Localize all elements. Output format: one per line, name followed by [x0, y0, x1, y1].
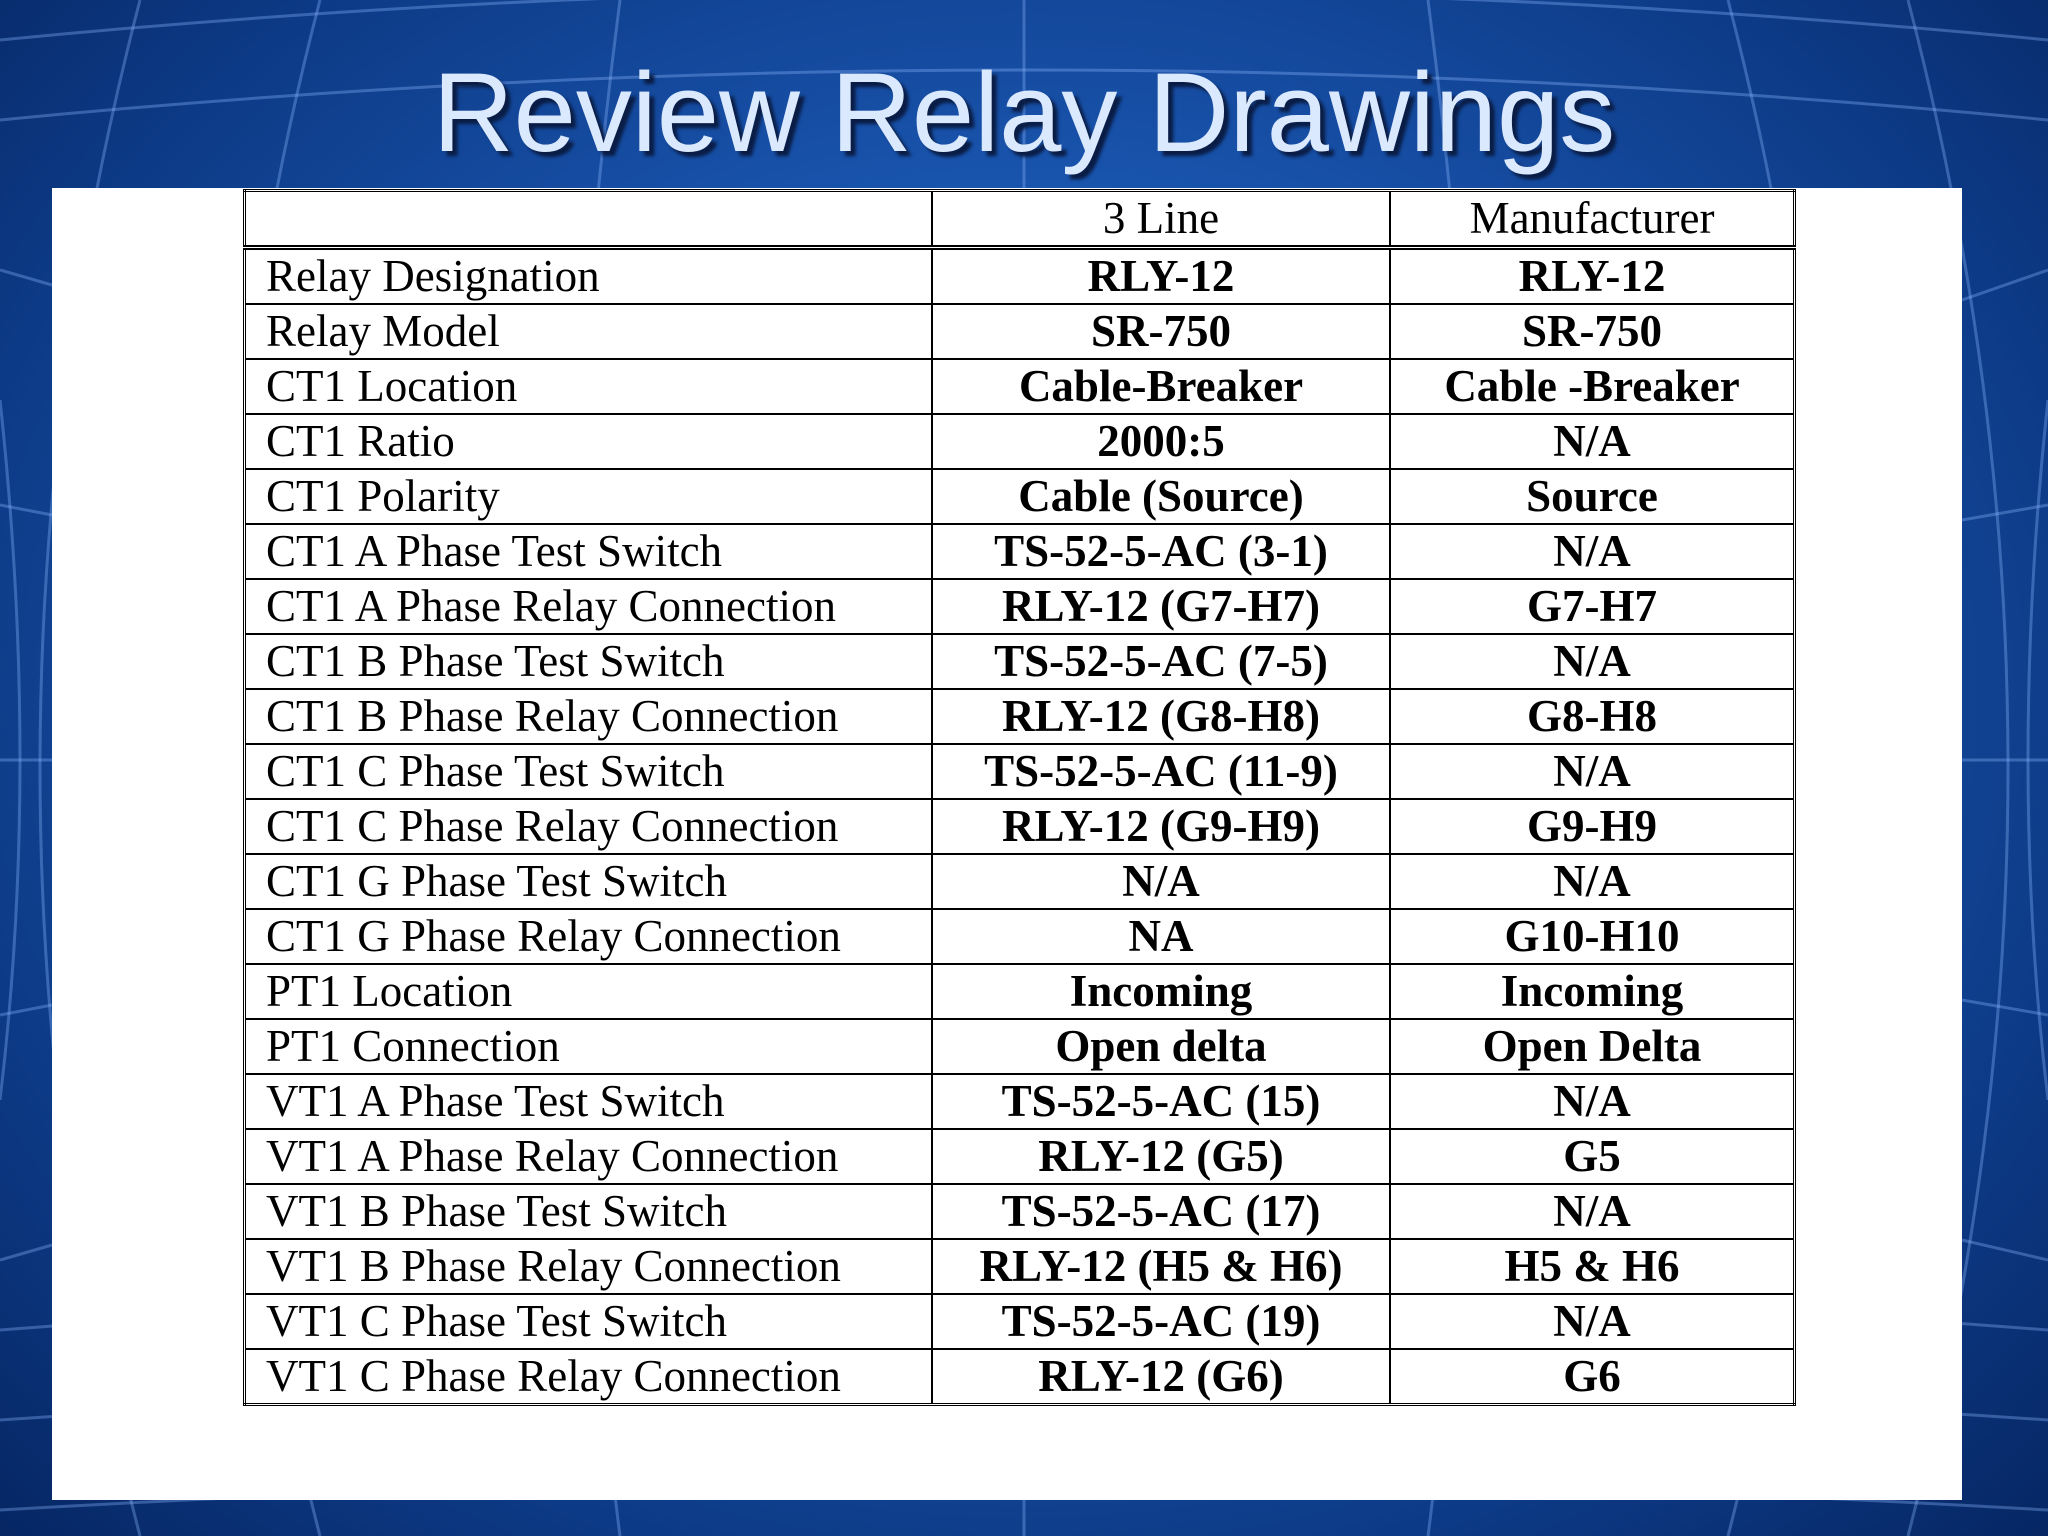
three-line-value-cell: 2000:5 [932, 414, 1390, 469]
row-label-cell: CT1 A Phase Relay Connection [245, 579, 933, 634]
row-label-cell: CT1 B Phase Relay Connection [245, 689, 933, 744]
row-label-cell: PT1 Connection [245, 1019, 933, 1074]
three-line-value-cell: N/A [932, 854, 1390, 909]
row-label-cell: VT1 A Phase Test Switch [245, 1074, 933, 1129]
three-line-value-cell: SR-750 [932, 304, 1390, 359]
row-label-cell: VT1 C Phase Relay Connection [245, 1349, 933, 1405]
row-label-cell: CT1 A Phase Test Switch [245, 524, 933, 579]
manufacturer-value-cell: Source [1390, 469, 1795, 524]
manufacturer-value-cell: G6 [1390, 1349, 1795, 1405]
row-label-cell: CT1 B Phase Test Switch [245, 634, 933, 689]
three-line-value-cell: TS-52-5-AC (15) [932, 1074, 1390, 1129]
three-line-value-cell: RLY-12 [932, 248, 1390, 305]
manufacturer-value-cell: G8-H8 [1390, 689, 1795, 744]
row-label-cell: CT1 G Phase Relay Connection [245, 909, 933, 964]
manufacturer-value-cell: Open Delta [1390, 1019, 1795, 1074]
table-row [245, 359, 1795, 414]
manufacturer-value-cell: SR-750 [1390, 304, 1795, 359]
three-line-value-cell: Incoming [932, 964, 1390, 1019]
table-row [245, 1019, 1795, 1074]
row-label-cell: Relay Designation [245, 248, 933, 305]
header-cell-3-line: 3 Line [932, 191, 1390, 248]
manufacturer-value-cell: RLY-12 [1390, 248, 1795, 305]
header-cell-manufacturer: Manufacturer [1390, 191, 1795, 248]
manufacturer-value-cell: N/A [1390, 414, 1795, 469]
table-row [245, 1294, 1795, 1349]
manufacturer-value-cell: N/A [1390, 1074, 1795, 1129]
header-cell-blank [245, 191, 933, 248]
three-line-value-cell: TS-52-5-AC (17) [932, 1184, 1390, 1239]
table-row [245, 1129, 1795, 1184]
three-line-value-cell: TS-52-5-AC (3-1) [932, 524, 1390, 579]
three-line-value-cell: Open delta [932, 1019, 1390, 1074]
row-label-cell: Relay Model [245, 304, 933, 359]
three-line-value-cell: RLY-12 (G7-H7) [932, 579, 1390, 634]
row-label-cell: CT1 C Phase Relay Connection [245, 799, 933, 854]
table-header-row [245, 191, 1795, 248]
row-label-cell: CT1 Ratio [245, 414, 933, 469]
table-row [245, 524, 1795, 579]
manufacturer-value-cell: Cable -Breaker [1390, 359, 1795, 414]
manufacturer-value-cell: N/A [1390, 1184, 1795, 1239]
table-row [245, 744, 1795, 799]
table-row [245, 579, 1795, 634]
manufacturer-value-cell: Incoming [1390, 964, 1795, 1019]
table-row [245, 689, 1795, 744]
row-label-cell: VT1 A Phase Relay Connection [245, 1129, 933, 1184]
table-row [245, 1184, 1795, 1239]
row-label-cell: VT1 B Phase Relay Connection [245, 1239, 933, 1294]
manufacturer-value-cell: G9-H9 [1390, 799, 1795, 854]
table-row [245, 634, 1795, 689]
table-row [245, 469, 1795, 524]
manufacturer-value-cell: G5 [1390, 1129, 1795, 1184]
content-panel [52, 188, 1962, 1500]
three-line-value-cell: RLY-12 (G8-H8) [932, 689, 1390, 744]
row-label-cell: CT1 G Phase Test Switch [245, 854, 933, 909]
relay-comparison-table [243, 189, 1796, 1406]
row-label-cell: CT1 Location [245, 359, 933, 414]
manufacturer-value-cell: N/A [1390, 634, 1795, 689]
table-row [245, 854, 1795, 909]
manufacturer-value-cell: N/A [1390, 1294, 1795, 1349]
manufacturer-value-cell: G10-H10 [1390, 909, 1795, 964]
table-row [245, 1239, 1795, 1294]
three-line-value-cell: RLY-12 (G6) [932, 1349, 1390, 1405]
table-row [245, 909, 1795, 964]
manufacturer-value-cell: N/A [1390, 744, 1795, 799]
three-line-value-cell: TS-52-5-AC (7-5) [932, 634, 1390, 689]
row-label-cell: PT1 Location [245, 964, 933, 1019]
row-label-cell: CT1 Polarity [245, 469, 933, 524]
manufacturer-value-cell: G7-H7 [1390, 579, 1795, 634]
table-row [245, 414, 1795, 469]
table-row [245, 248, 1795, 305]
table-row [245, 1349, 1795, 1405]
three-line-value-cell: TS-52-5-AC (19) [932, 1294, 1390, 1349]
three-line-value-cell: RLY-12 (G5) [932, 1129, 1390, 1184]
three-line-value-cell: Cable (Source) [932, 469, 1390, 524]
table-row [245, 799, 1795, 854]
row-label-cell: VT1 C Phase Test Switch [245, 1294, 933, 1349]
manufacturer-value-cell: H5 & H6 [1390, 1239, 1795, 1294]
slide-title: Review Relay Drawings [432, 50, 1616, 175]
row-label-cell: CT1 C Phase Test Switch [245, 744, 933, 799]
row-label-cell: VT1 B Phase Test Switch [245, 1184, 933, 1239]
three-line-value-cell: TS-52-5-AC (11-9) [932, 744, 1390, 799]
table-row [245, 1074, 1795, 1129]
three-line-value-cell: RLY-12 (G9-H9) [932, 799, 1390, 854]
manufacturer-value-cell: N/A [1390, 854, 1795, 909]
table-row [245, 964, 1795, 1019]
three-line-value-cell: NA [932, 909, 1390, 964]
manufacturer-value-cell: N/A [1390, 524, 1795, 579]
table-row [245, 304, 1795, 359]
three-line-value-cell: Cable-Breaker [932, 359, 1390, 414]
three-line-value-cell: RLY-12 (H5 & H6) [932, 1239, 1390, 1294]
